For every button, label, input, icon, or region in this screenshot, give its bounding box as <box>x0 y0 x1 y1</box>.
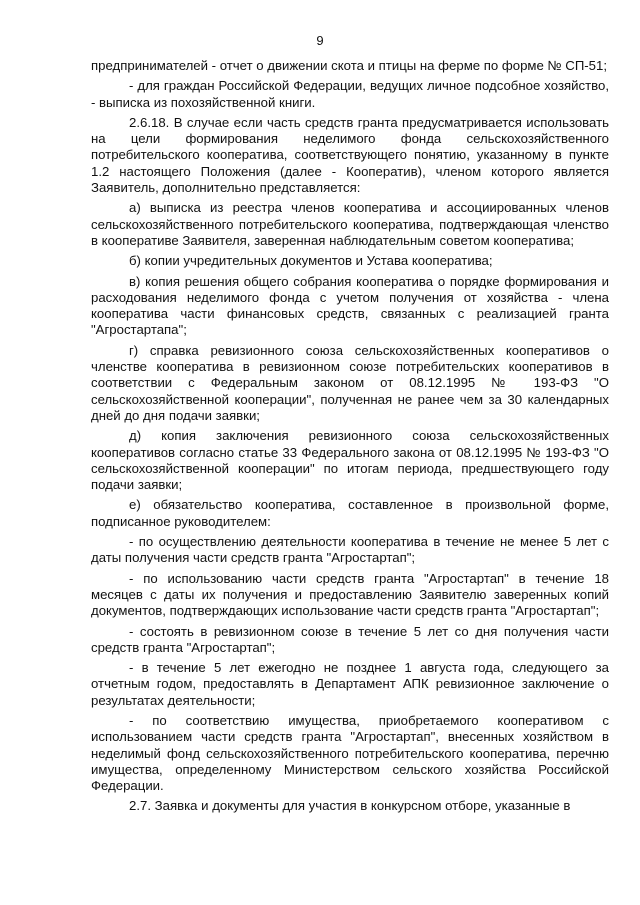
document-body <box>91 58 609 819</box>
paragraph-obligation-3: - состоять в ревизионном союзе в течение 5 лет со дня получения части средств гранта "Агростартап"; <box>91 623 609 655</box>
paragraph-item-b: б) копии учредительных документов и Устава кооператива; <box>129 253 493 269</box>
paragraph-2-6-18: 2.6.18. В случае если часть средств гранта предусматривается использовать на цели формирования неделимого фонда сельскохозяйственного потребительского кооператива, соответствующего понятию, указанному в пункте 1.2 настоящего Положения (далее - Кооператив), членом которого является Заявитель, дополнительно представляется: <box>91 114 609 196</box>
paragraph-item-v: в) копия решения общего собрания кооператива о порядке формирования и расходования неделимого фонда с учетом получения от хозяйства - члена кооператива части финансовых средств, связанных с реализацией гранта "Агростартапа"; <box>91 273 609 338</box>
paragraph-item-e: е) обязательство кооператива, составленное в произвольной форме, подписанное руководителем: <box>91 497 609 529</box>
paragraph-item-a: а) выписка из реестра членов кооператива и ассоциированных членов сельскохозяйственного потребительского кооператива, подтверждающая членство в кооперативе Заявителя, заверенная наблюдательным советом кооператива; <box>91 200 609 248</box>
paragraph-obligation-1: - по осуществлению деятельности кооператива в течение не менее 5 лет с даты получения части средств гранта "Агростартап"; <box>91 534 609 566</box>
paragraph-obligation-4: - в течение 5 лет ежегодно не позднее 1 августа года, следующего за отчетным годом, предоставлять в Департамент АПК ревизионное заключение о результатах деятельности; <box>91 660 609 708</box>
paragraph-obligation-2: - по использованию части средств гранта "Агростартап" в течение 18 месяцев с даты их получения и предоставлению Заявителю заверенных копий документов, подтверждающих использование части средств гранта "Агростартап"; <box>91 570 609 619</box>
paragraph-obligation-5: - по соответствию имущества, приобретаемого кооперативом с использованием части средств гранта "Агростартап", внесенных хозяйством в неделимый фонд сельскохозяйственного потребительского кооператива, перечню имущества, определенному Министерством сельского хозяйства Российской Федерации. <box>91 712 609 794</box>
page-number: 9 <box>316 33 324 48</box>
paragraph-item-g: г) справка ревизионного союза сельскохозяйственных кооперативов о членстве кооператива в ревизионном союзе потребительских кооперативов в соответствии с Федеральным законом от 08.12.1995 № 193-ФЗ "О сельскохозяйственной кооперации", полученная не ранее чем за 30 календарных дней до дня подачи заявки; <box>91 342 609 423</box>
paragraph-continuation: предпринимателей - отчет о движении скота и птицы на ферме по форме № СП-51; <box>91 58 608 73</box>
paragraph-personal-farm: - для граждан Российской Федерации, ведущих личное подсобное хозяйство, - выписка из похозяйственной книги. <box>91 78 609 110</box>
paragraph-item-d: д) копия заключения ревизионного союза сельскохозяйственных кооперативов согласно статье 33 Федерального закона от 08.12.1995 № 193-ФЗ "О сельскохозяйственной кооперации" по итогам периода, предшествующего году подачи заявки; <box>91 428 609 493</box>
paragraph-2-7: 2.7. Заявка и документы для участия в конкурсном отборе, указанные в <box>129 798 571 814</box>
